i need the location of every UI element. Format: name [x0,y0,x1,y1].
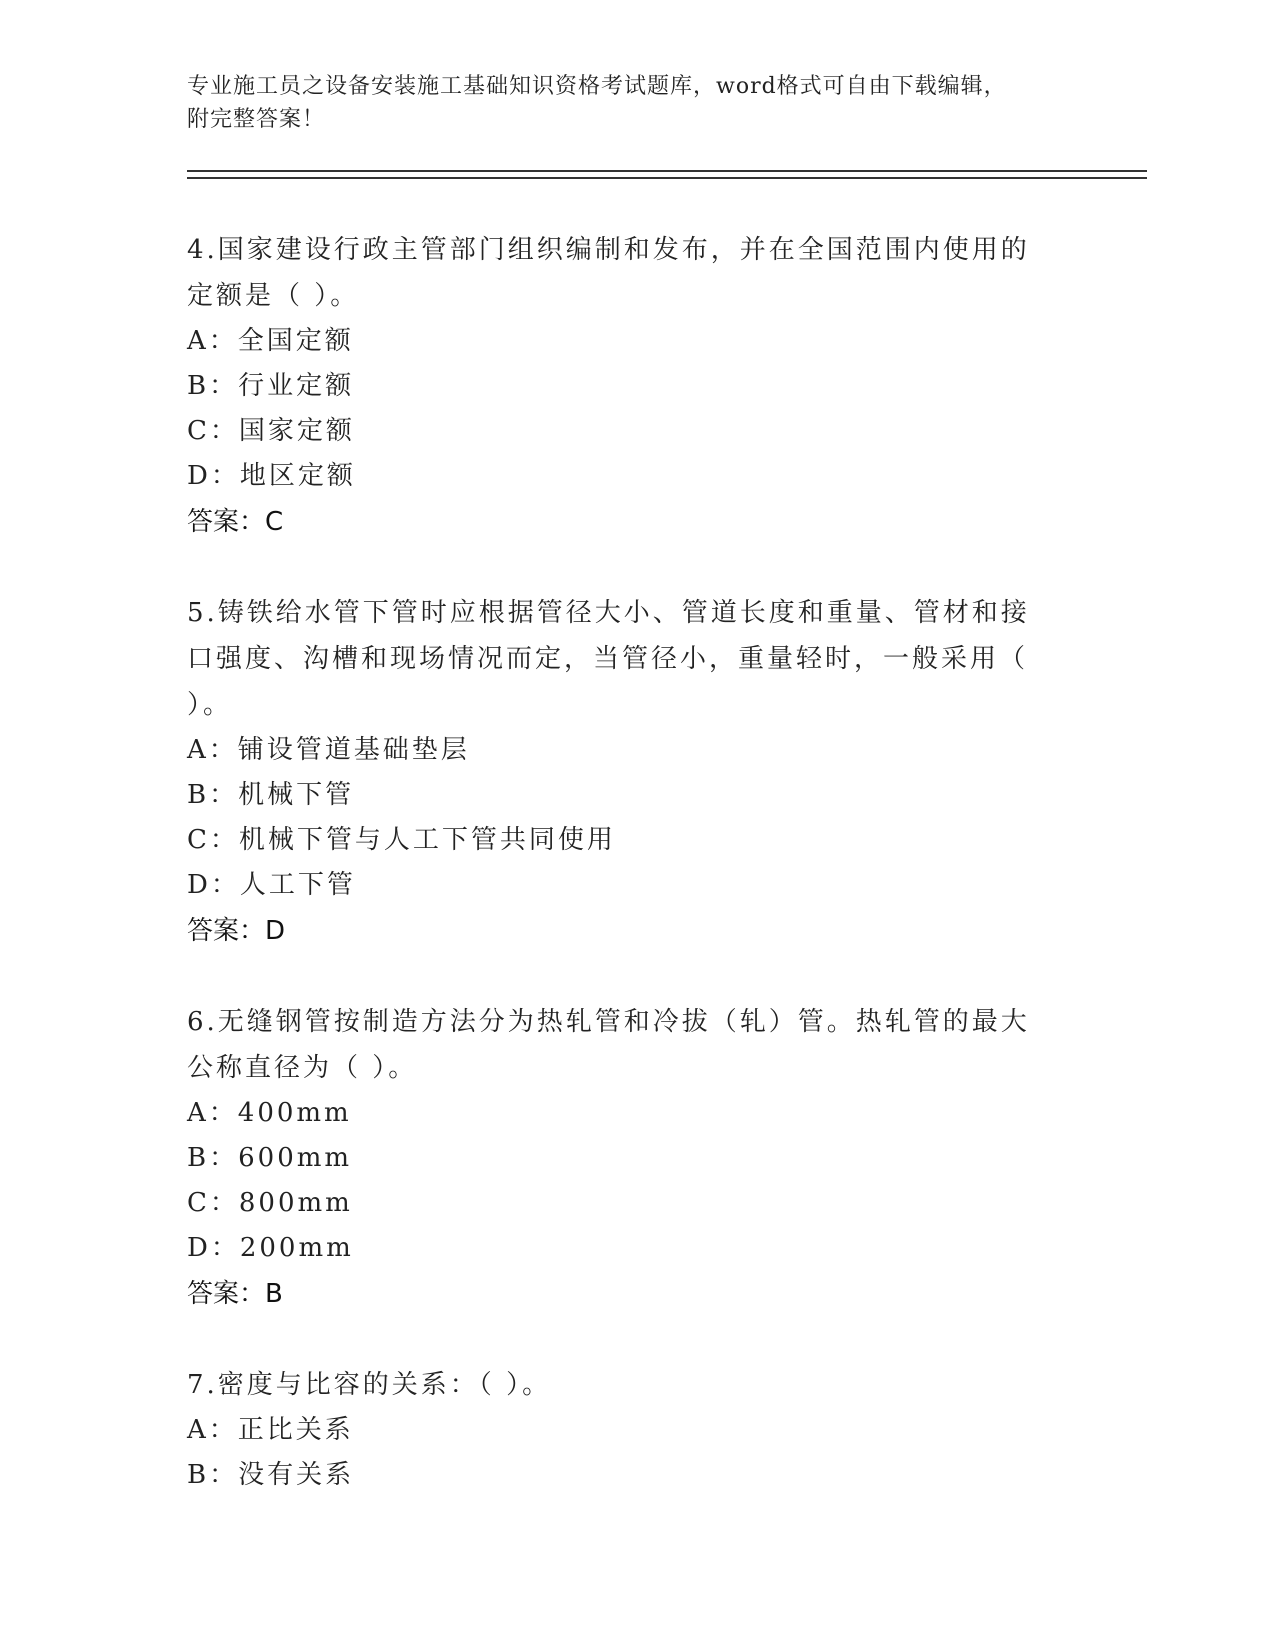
option-d: D：人工下管 [187,870,356,900]
option-a: A：400mm [187,1098,352,1128]
question-6 [187,999,1147,1317]
header-line-1: 专业施工员之设备安装施工基础知识资格考试题库，word格式可自由下载编辑， [187,74,1007,99]
question-text: 7.密度与比容的关系：（ ）。 [187,1370,552,1400]
option-b: B：行业定额 [187,371,355,401]
document-header [187,70,1147,136]
document-page [187,70,1147,1543]
question-text: 6.无缝钢管按制造方法分为热轧管和冷拔（轧）管。热轧管的最大公称直径为（ ）。 [187,1007,1030,1083]
option-b: B：没有关系 [187,1460,355,1490]
option-b: B：机械下管 [187,780,355,810]
answer-label: 答案：B [187,1279,283,1309]
option-c: C：800mm [187,1188,353,1218]
option-c: C：国家定额 [187,416,355,446]
option-b: B：600mm [187,1143,353,1173]
option-a: A：正比关系 [187,1415,354,1445]
question-text: 4.国家建设行政主管部门组织编制和发布，并在全国范围内使用的定额是（ ）。 [187,235,1030,311]
header-divider [187,170,1147,179]
question-list [187,227,1147,1498]
question-4 [187,227,1147,545]
option-a: A：铺设管道基础垫层 [187,735,470,765]
option-d: D：地区定额 [187,461,356,491]
answer-label: 答案：D [187,916,286,946]
answer-label: 答案：C [187,507,284,537]
option-c: C：机械下管与人工下管共同使用 [187,825,616,855]
header-line-2: 附完整答案！ [187,107,326,132]
question-5 [187,590,1147,954]
question-7 [187,1362,1147,1498]
option-a: A：全国定额 [187,326,354,356]
question-text: 5.铸铁给水管下管时应根据管径大小、管道长度和重量、管材和接口强度、沟槽和现场情况而定，当管径小，重量轻时，一般采用（ ）。 [187,598,1030,720]
option-d: D：200mm [187,1233,354,1263]
